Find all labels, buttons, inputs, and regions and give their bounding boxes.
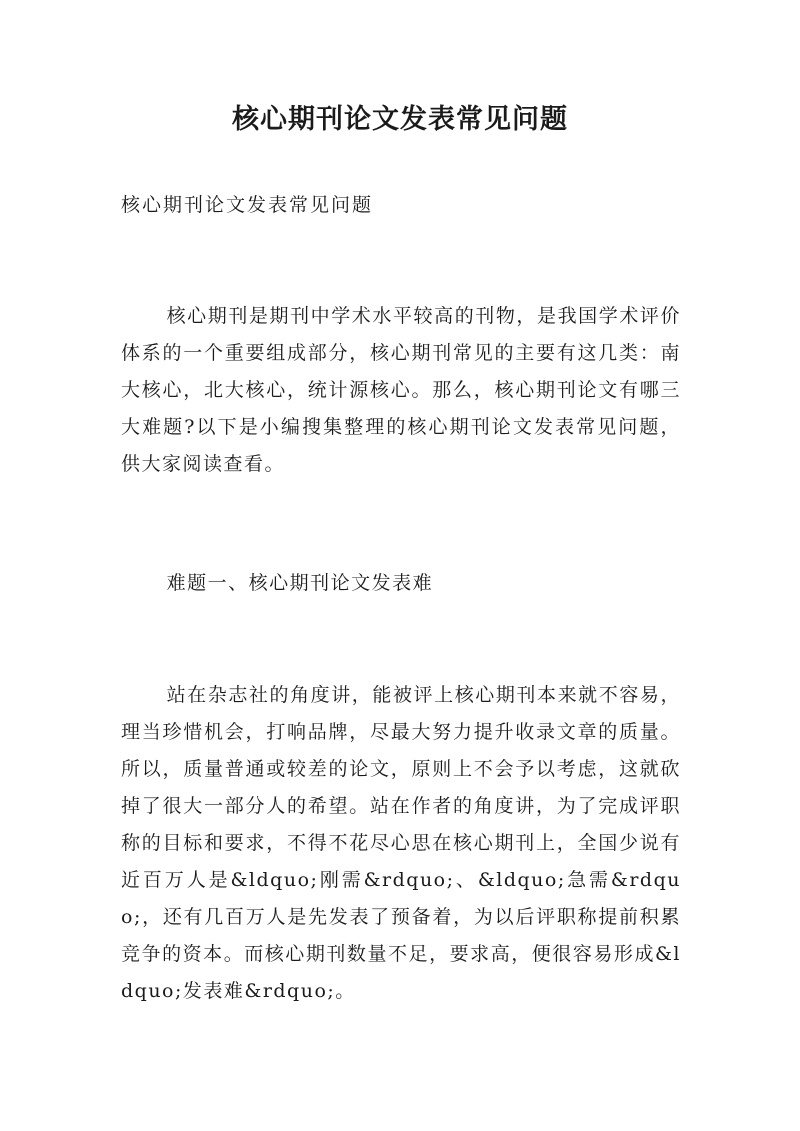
section-body-paragraph: 站在杂志社的角度讲，能被评上核心期刊本来就不容易，理当珍惜机会，打响品牌，尽最大努力提升收录文章的质量。所以，质量普通或较差的论文，原则上不会予以考虑，这就砍掉了很大一部分人的希望。站在作者的角度讲，为了完成评职称的目标和要求，不得不花尽心思在核心期刊上，全国少说有近百万人是&ldquo;刚需&rdquo;、&ldquo;急需&rdquo;，还有几百万人是先发表了预备着，为以后评职称提前积累竞争的资本。而核心期刊数量不足，要求高，便很容易形成&ldquo;发表难&rdquo;。 (121, 684, 681, 1002)
intro-paragraph: 核心期刊是期刊中学术水平较高的刊物，是我国学术评价体系的一个重要组成部分，核心期刊常见的主要有这几类：南大核心，北大核心，统计源核心。那么，核心期刊论文有哪三大难题?以下是小编搜集整理的核心期刊论文发表常见问题，供大家阅读查看。 (121, 305, 681, 475)
document-title: 核心期刊论文发表常见问题 (232, 104, 568, 135)
section-heading: 难题一、核心期刊论文发表难 (166, 572, 434, 594)
document-subtitle: 核心期刊论文发表常见问题 (121, 194, 374, 216)
